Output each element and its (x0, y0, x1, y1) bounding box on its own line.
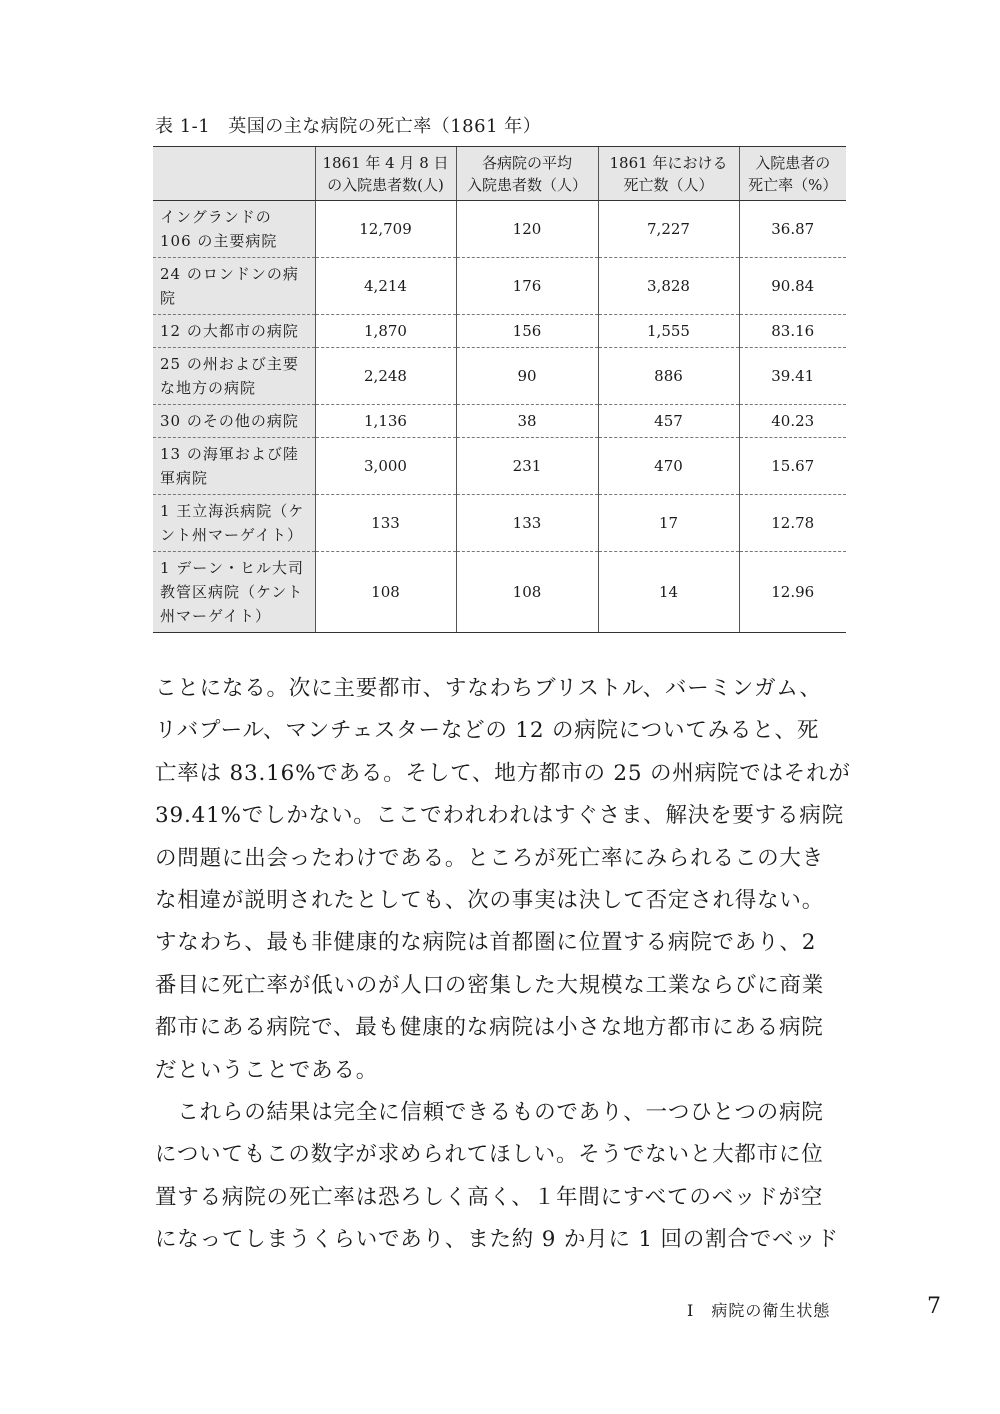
row-label-line: 30 のその他の病院 (160, 412, 299, 430)
text-line: 亡率は 83.16%である。そして、地方都市の 25 の州病院ではそれが (155, 760, 851, 786)
body-text (155, 668, 855, 1262)
mortality-table (153, 146, 846, 633)
cell-deaths: 886 (598, 348, 739, 405)
text-line: になってしまうくらいであり、また約 9 か月に 1 回の割合でベッド (155, 1227, 839, 1253)
cell-average: 133 (456, 495, 598, 552)
cell-rate: 15.67 (739, 438, 846, 495)
cell-rate: 36.87 (739, 201, 846, 258)
header-line: 死亡率（%） (748, 175, 838, 194)
text-line: 置する病院の死亡率は恐ろしく高く、１年間にすべてのベッドが空 (155, 1184, 824, 1210)
cell-rate: 40.23 (739, 405, 846, 438)
cell-deaths: 457 (598, 405, 739, 438)
row-label-line: 25 の州および主要 (160, 355, 299, 373)
cell-deaths: 14 (598, 552, 739, 633)
cell-patients: 108 (315, 552, 456, 633)
header-cell-patients (315, 147, 456, 201)
cell-patients: 12,709 (315, 201, 456, 258)
table-row (153, 495, 846, 552)
row-label-line: 1 王立海浜病院（ケ (160, 502, 305, 520)
cell-patients: 1,136 (315, 405, 456, 438)
table-row (153, 552, 846, 633)
row-label-line: 1 デーン・ヒル大司 (160, 559, 305, 577)
row-label (153, 201, 315, 258)
page-number: 7 (927, 1294, 941, 1319)
cell-rate: 90.84 (739, 258, 846, 315)
row-label (153, 438, 315, 495)
cell-average: 120 (456, 201, 598, 258)
table-caption (155, 112, 541, 138)
text-line: これらの結果は完全に信頼できるものであり、一つひとつの病院 (155, 1100, 824, 1126)
text-line: についてもこの数字が求められてほしい。そうでないと大都市に位 (155, 1142, 824, 1168)
cell-deaths: 3,828 (598, 258, 739, 315)
header-line: 入院患者数（人） (466, 175, 587, 194)
row-label (153, 315, 315, 348)
header-line: 入院患者の (755, 153, 831, 172)
paragraph (155, 1092, 855, 1262)
cell-patients: 2,248 (315, 348, 456, 405)
row-label-line: 院 (160, 289, 177, 307)
cell-average: 38 (456, 405, 598, 438)
text-line: だということである。 (155, 1057, 379, 1083)
cell-patients: 3,000 (315, 438, 456, 495)
cell-rate: 83.16 (739, 315, 846, 348)
row-label (153, 258, 315, 315)
header-cell-deaths (598, 147, 739, 201)
header-line: 1861 年における (609, 153, 728, 172)
text-line: な相違が説明されたとしても、次の事実は決して否定され得ない。 (155, 888, 825, 914)
text-line: リバプール、マンチェスターなどの 12 の病院についてみると、死 (155, 718, 820, 744)
table-row (153, 201, 846, 258)
text-line: 番目に死亡率が低いのが人口の密集した大規模な工業ならびに商業 (155, 972, 825, 998)
cell-rate: 39.41 (739, 348, 846, 405)
row-label-line: 教管区病院（ケント (160, 583, 304, 601)
cell-rate: 12.96 (739, 552, 846, 633)
row-label (153, 552, 315, 633)
header-cell-average (456, 147, 598, 201)
table-row (153, 315, 846, 348)
row-label (153, 405, 315, 438)
cell-deaths: 470 (598, 438, 739, 495)
cell-patients: 1,870 (315, 315, 456, 348)
header-cell-empty (153, 147, 315, 201)
running-footer-section: I 病院の衛生状態 (687, 1301, 831, 1320)
table-caption-number: 表 1-1 (155, 116, 211, 137)
table-row (153, 258, 846, 315)
cell-average: 231 (456, 438, 598, 495)
table-row (153, 405, 846, 438)
cell-deaths: 17 (598, 495, 739, 552)
row-label-line: 州マーゲイト） (160, 607, 271, 625)
row-label-line: 106 の主要病院 (160, 232, 278, 250)
table-row (153, 438, 846, 495)
row-label (153, 348, 315, 405)
row-label-line: 24 のロンドンの病 (160, 265, 299, 283)
text-line: 39.41%でしかない。ここでわれわれはすぐさま、解決を要する病院 (155, 803, 844, 829)
text-line: ことになる。次に主要都市、すなわちブリストル、バーミンガム、 (155, 676, 822, 701)
cell-average: 156 (456, 315, 598, 348)
row-label-line: 12 の大都市の病院 (160, 322, 299, 340)
row-label-line: ント州マーゲイト） (160, 526, 303, 544)
header-line: の入院患者数(人) (327, 175, 444, 194)
table-row (153, 348, 846, 405)
text-line: すなわち、最も非健康的な病院は首都圏に位置する病院であり、2 (155, 930, 817, 956)
header-line: 各病院の平均 (481, 153, 572, 172)
text-line: 都市にある病院で、最も健康的な病院は小さな地方都市にある病院 (155, 1015, 824, 1041)
row-label-line: な地方の病院 (160, 379, 257, 397)
cell-deaths: 7,227 (598, 201, 739, 258)
cell-patients: 4,214 (315, 258, 456, 315)
header-line: 死亡数（人） (623, 175, 714, 194)
header-line: 1861 年 4 月 8 日 (322, 153, 449, 172)
text-line: の問題に出会ったわけである。ところが死亡率にみられるこの大き (155, 845, 825, 871)
cell-average: 90 (456, 348, 598, 405)
cell-patients: 133 (315, 495, 456, 552)
cell-deaths: 1,555 (598, 315, 739, 348)
row-label-line: 13 の海軍および陸 (160, 445, 299, 463)
cell-average: 176 (456, 258, 598, 315)
row-label-line: 軍病院 (160, 469, 209, 487)
table-caption-title: 英国の主な病院の死亡率（1861 年） (228, 116, 542, 137)
paragraph (155, 668, 855, 1092)
row-label-line: イングランドの (160, 208, 272, 226)
cell-rate: 12.78 (739, 495, 846, 552)
row-label (153, 495, 315, 552)
cell-average: 108 (456, 552, 598, 633)
header-cell-rate (739, 147, 846, 201)
table-header-row (153, 147, 846, 201)
